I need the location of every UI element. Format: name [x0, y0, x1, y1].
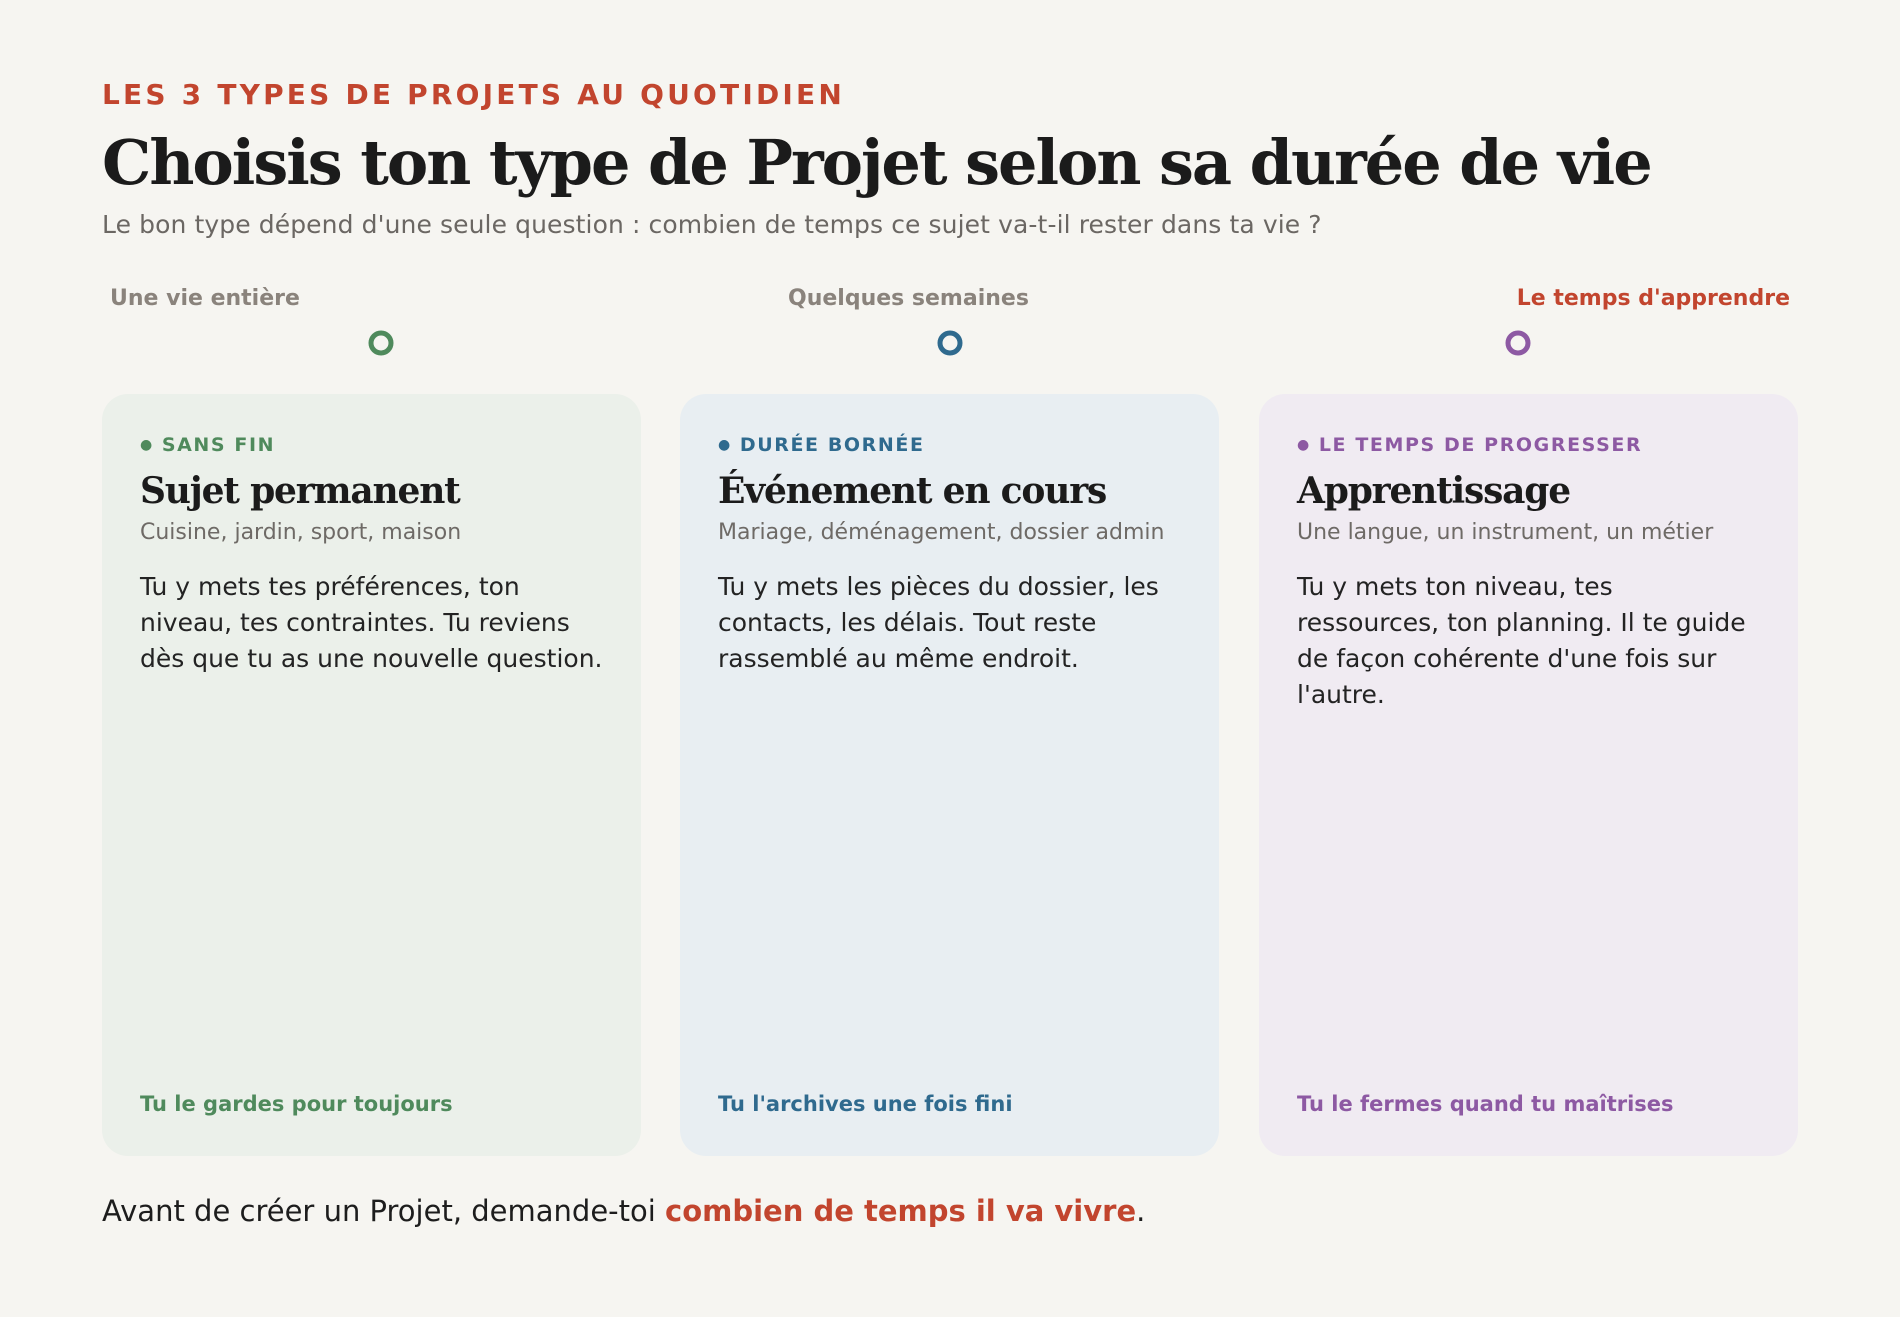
card-title: Événement en cours: [718, 470, 1107, 512]
card-tag: [140, 432, 603, 458]
card-examples: Une langue, un instrument, un métier: [1297, 520, 1714, 545]
closing-tip: [102, 1194, 1145, 1228]
infographic: [102, 0, 1798, 1317]
timeline-marker-event: [940, 333, 960, 353]
card-examples: Mariage, déménagement, dossier admin: [718, 520, 1165, 545]
card-footer: Tu le gardes pour toujours: [140, 1092, 453, 1116]
card-tag-label: LE TEMPS DE PROGRESSER: [1318, 434, 1643, 456]
card-description: Tu y mets tes préférences, ton niveau, tes contraintes. Tu reviens dès que tu as une nouvelle question.: [140, 572, 603, 673]
closing-tip-text: Avant de créer un Projet, demande-toi: [102, 1194, 666, 1228]
page-subtitle: Le bon type dépend d'une seule question : combien de temps ce sujet va-t-il rester dans ta vie ?: [102, 210, 1322, 239]
card-tag: [718, 432, 1181, 458]
card-learning: [1259, 394, 1798, 1156]
card-ongoing-event: [680, 394, 1219, 1156]
card-description: Tu y mets les pièces du dossier, les contacts, les délais. Tout reste rassemblé au même endroit.: [718, 572, 1159, 673]
card-footer: Tu l'archives une fois fini: [718, 1092, 1013, 1116]
closing-tip-end: .: [1136, 1194, 1146, 1228]
card-footer: Tu le fermes quand tu maîtrises: [1297, 1092, 1674, 1116]
card-title: Sujet permanent: [140, 470, 460, 512]
page-title: Choisis ton type de Projet selon sa durée de vie: [102, 126, 1651, 199]
eyebrow-label: LES 3 TYPES DE PROJETS AU QUOTIDIEN: [102, 78, 845, 111]
bullet-dot-icon: ●: [718, 437, 732, 453]
card-description: Tu y mets ton niveau, tes ressources, ton planning. Il te guide de façon cohérente d'une fois sur l'autre.: [1297, 572, 1746, 709]
card-permanent-topic: [102, 394, 641, 1156]
closing-tip-highlight: combien de temps il va vivre: [665, 1194, 1137, 1228]
timeline-label-weeks: Quelques semaines: [788, 286, 1029, 311]
card-tag-label: DURÉE BORNÉE: [739, 434, 925, 456]
card-tag-label: SANS FIN: [161, 434, 276, 456]
duration-timeline: [102, 286, 1798, 366]
timeline-marker-learning: [1508, 333, 1528, 353]
timeline-label-lifetime: Une vie entière: [110, 286, 300, 311]
timeline-track: [102, 322, 1798, 362]
timeline-marker-permanent: [371, 333, 391, 353]
timeline-label-learning: Le temps d'apprendre: [1516, 286, 1790, 311]
card-tag: [1297, 432, 1760, 458]
card-title: Apprentissage: [1297, 470, 1570, 512]
bullet-dot-icon: ●: [1297, 437, 1311, 453]
project-type-cards: [102, 394, 1798, 1156]
card-examples: Cuisine, jardin, sport, maison: [140, 520, 462, 545]
bullet-dot-icon: ●: [140, 437, 154, 453]
